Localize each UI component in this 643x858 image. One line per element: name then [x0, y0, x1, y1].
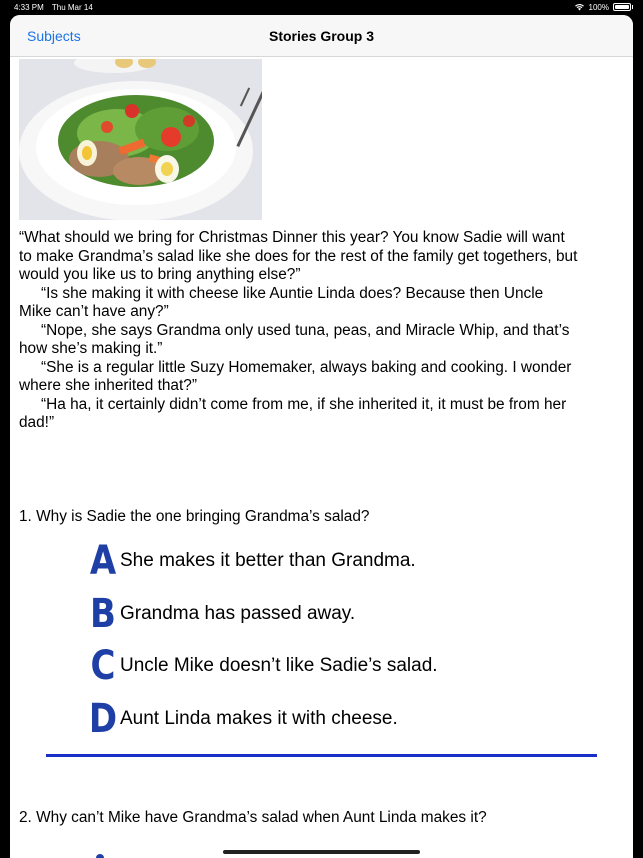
story-paragraph: “Ha ha, it certainly didn’t come from me, if she inherited it, it must be from her dad!”: [19, 395, 567, 431]
status-bar: [0, 0, 643, 14]
salad-image: [19, 59, 262, 220]
answer-option-d[interactable]: [86, 695, 586, 743]
status-date: Thu Mar 14: [51, 2, 93, 12]
page-title: Stories Group 3: [268, 28, 375, 44]
status-right: [574, 3, 633, 12]
story-paragraph: “She is a regular little Suzy Homemaker, always baking and cooking. I wonder where she inherited that?”: [19, 358, 572, 394]
battery-percent: 100%: [588, 2, 609, 12]
status-time: 4:33 PM: [14, 2, 44, 12]
question-divider: [46, 754, 597, 757]
next-answer-letter-partial: [96, 854, 104, 858]
answer-option-b[interactable]: [86, 590, 586, 638]
answer-text: She makes it better than Grandma.: [120, 550, 416, 571]
answer-text: Grandma has passed away.: [120, 603, 356, 624]
question-2: 2. Why can’t Mike have Grandma’s salad when Aunt Linda makes it?: [19, 809, 487, 826]
answer-text: Uncle Mike doesn’t like Sadie’s salad.: [120, 655, 438, 676]
app-screen: [10, 15, 633, 858]
back-button[interactable]: Subjects: [27, 28, 81, 44]
answer-letter: C: [90, 643, 116, 689]
battery-icon: [613, 3, 631, 11]
navigation-bar: [10, 15, 633, 57]
story-paragraph: “What should we bring for Christmas Dinner this year? You know Sadie will want to make Grandma’s salad like she does for the rest of the family get togethers, but would you like us to bring anything else?”: [19, 229, 578, 283]
story-paragraph: “Is she making it with cheese like Auntie Linda does? Because then Uncle Mike can’t have any?”: [19, 284, 544, 320]
answer-letter: B: [90, 591, 116, 637]
story-text: [19, 229, 579, 433]
answer-letter: A: [89, 538, 117, 584]
story-paragraph: “Nope, she says Grandma only used tuna, peas, and Miracle Whip, and that’s how she’s making it.”: [19, 321, 570, 357]
salad-photo: [19, 59, 262, 220]
home-indicator[interactable]: [223, 850, 420, 854]
status-left: [14, 3, 99, 12]
answer-option-c[interactable]: [86, 642, 586, 690]
battery-tip: [632, 5, 633, 9]
wifi-icon: [574, 3, 585, 11]
question-1: 1. Why is Sadie the one bringing Grandma’s salad?: [19, 508, 370, 525]
answer-letter: D: [88, 696, 118, 742]
answer-option-a[interactable]: [86, 537, 586, 585]
answer-text: Aunt Linda makes it with cheese.: [120, 708, 398, 729]
